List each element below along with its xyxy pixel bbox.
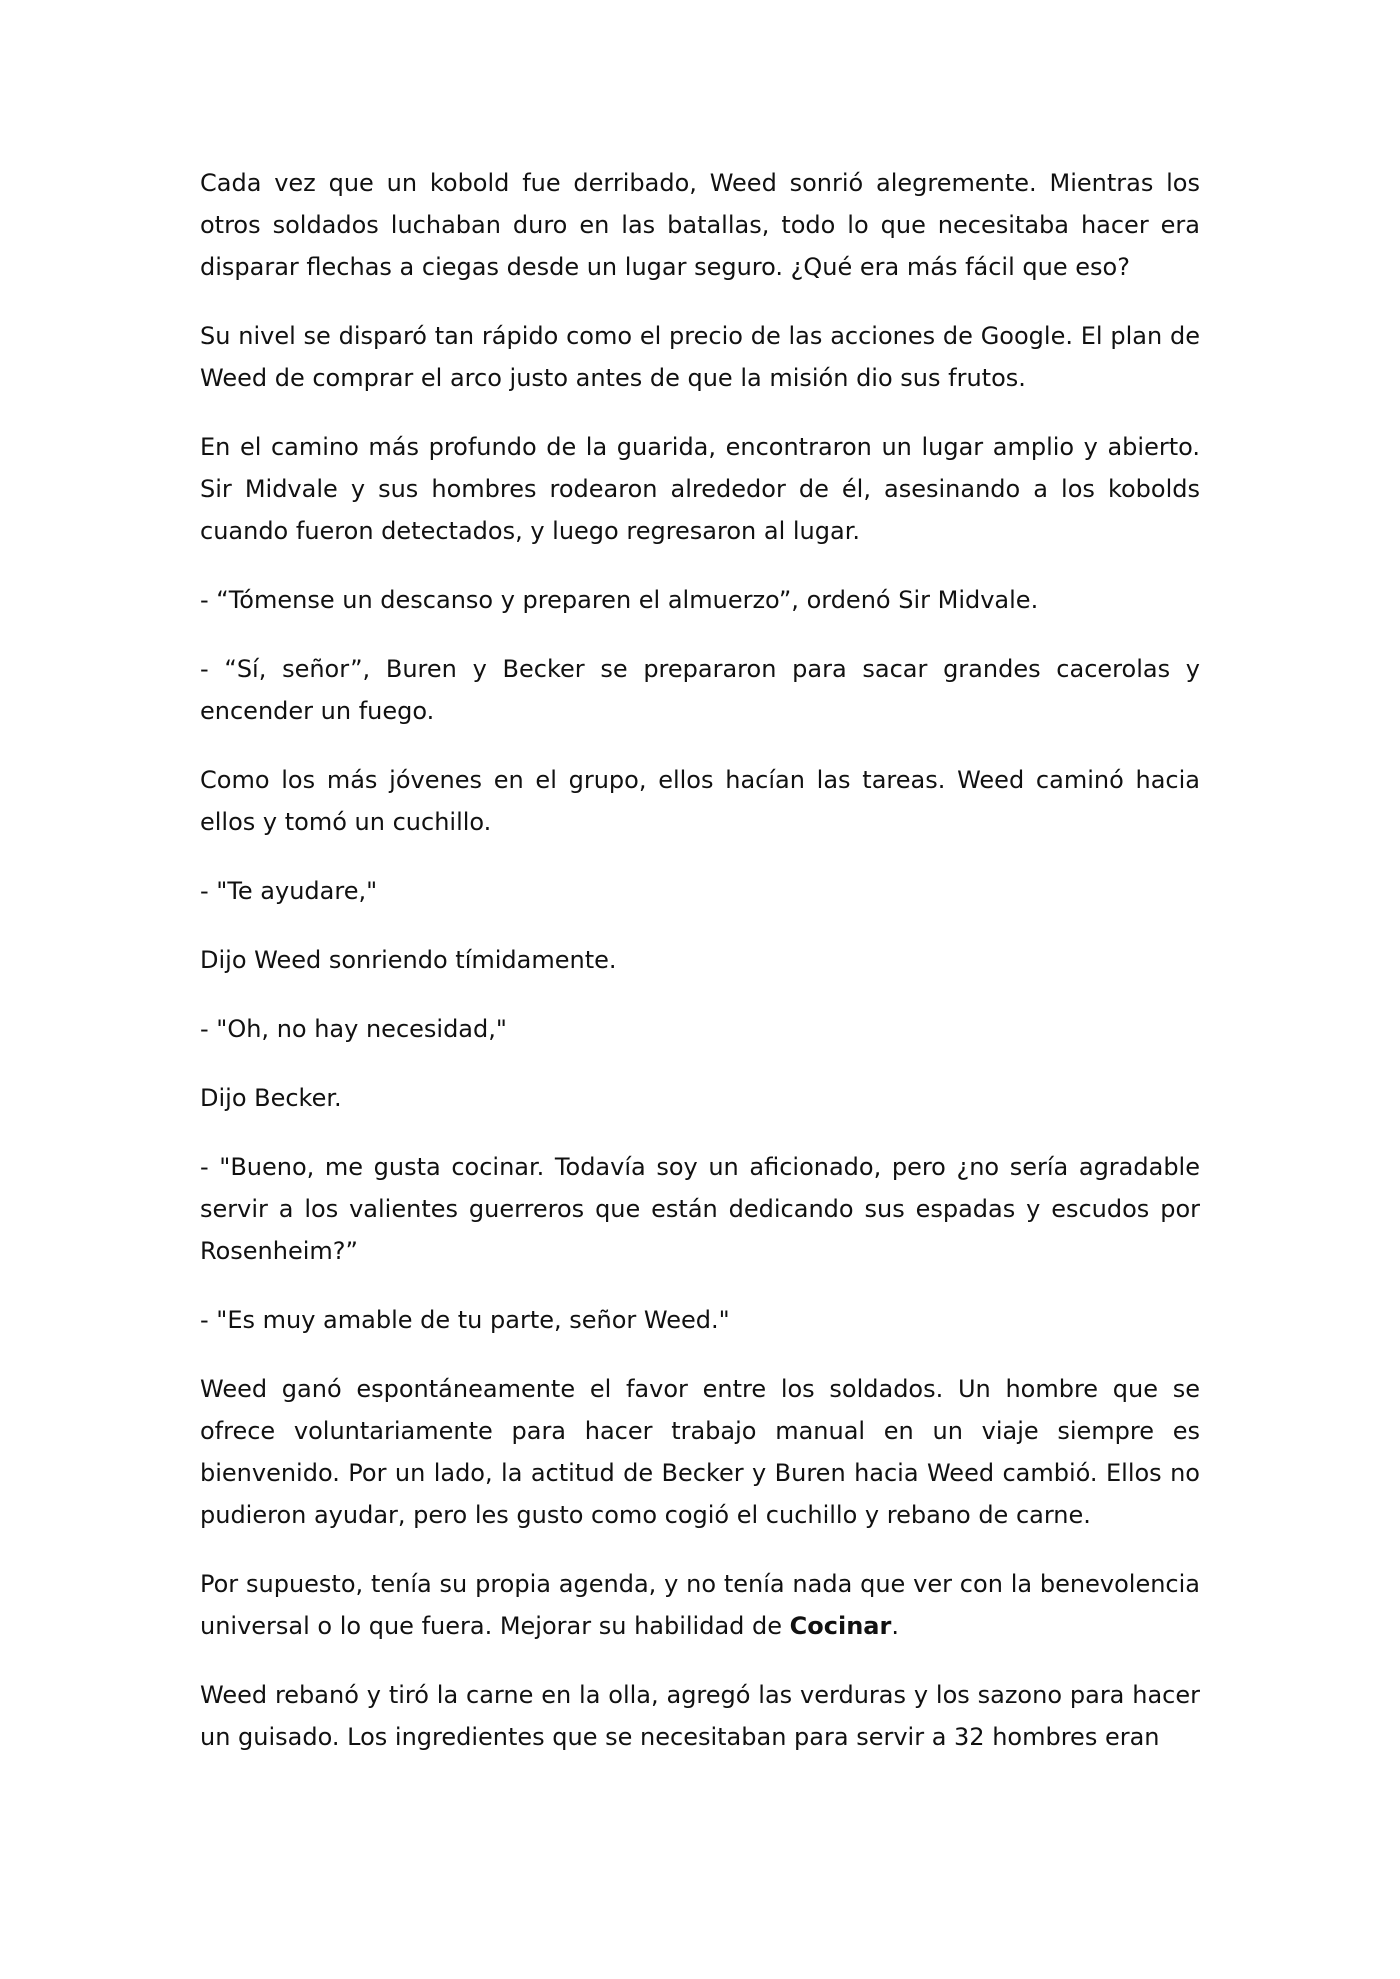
paragraph-text: Por supuesto, tenía su propia agenda, y no tenía nada que ver con la benevolencia universal o lo que fuera. Mejorar su habilidad de xyxy=(200,1570,1200,1640)
paragraph-text: . xyxy=(891,1612,899,1640)
paragraph: Cada vez que un kobold fue derribado, Weed sonrió alegremente. Mientras los otros soldados luchaban duro en las batallas, todo lo que necesitaba hacer era disparar flechas a ciegas desde un lugar seguro. ¿Qué era más fácil que eso? xyxy=(200,169,1200,281)
dialogue-line: - "Bueno, me gusta cocinar. Todavía soy un aficionado, pero ¿no sería agradable servir a los valientes guerreros que están dedicando sus espadas y escudos por Rosenheim?” xyxy=(200,1153,1200,1265)
dialogue-line: - "Te ayudare," xyxy=(200,877,378,905)
skill-name: Cocinar xyxy=(789,1612,892,1640)
dialogue-line: - "Oh, no hay necesidad," xyxy=(200,1015,507,1043)
paragraph: En el camino más profundo de la guarida, encontraron un lugar amplio y abierto. Sir Midvale y sus hombres rodearon alrededor de él, asesinando a los kobolds cuando fueron detectados, y luego regresaron al lugar. xyxy=(200,433,1200,545)
paragraph: Como los más jóvenes en el grupo, ellos hacían las tareas. Weed caminó hacia ellos y tomó un cuchillo. xyxy=(200,766,1200,836)
dialogue-line: - “Tómense un descanso y preparen el almuerzo”, ordenó Sir Midvale. xyxy=(200,586,1039,614)
paragraph: Su nivel se disparó tan rápido como el precio de las acciones de Google. El plan de Weed de comprar el arco justo antes de que la misión dio sus frutos. xyxy=(200,322,1200,392)
dialogue-line: - “Sí, señor”, Buren y Becker se prepararon para sacar grandes cacerolas y encender un fuego. xyxy=(200,655,1200,725)
paragraph: Dijo Weed sonriendo tímidamente. xyxy=(200,946,617,974)
document-page xyxy=(200,162,1200,1785)
paragraph: Weed rebanó y tiró la carne en la olla, agregó las verduras y los sazono para hacer un guisado. Los ingredientes que se necesitaban para servir a 32 hombres eran xyxy=(200,1681,1200,1751)
paragraph xyxy=(200,1563,1200,1647)
dialogue-line: - "Es muy amable de tu parte, señor Weed." xyxy=(200,1306,730,1334)
paragraph: Dijo Becker. xyxy=(200,1084,342,1112)
paragraph: Weed ganó espontáneamente el favor entre los soldados. Un hombre que se ofrece voluntariamente para hacer trabajo manual en un viaje siempre es bienvenido. Por un lado, la actitud de Becker y Buren hacia Weed cambió. Ellos no pudieron ayudar, pero les gusto como cogió el cuchillo y rebano de carne. xyxy=(200,1375,1200,1529)
